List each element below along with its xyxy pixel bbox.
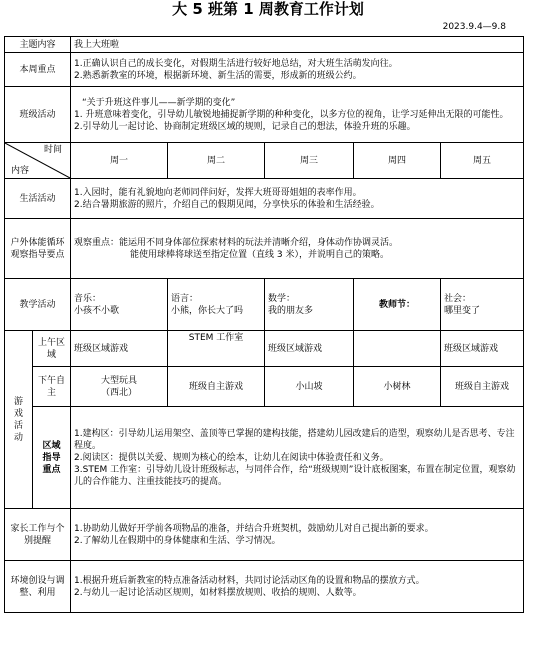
- weekday-header-row: [5, 143, 524, 179]
- morning-label: 上午区域: [33, 331, 71, 367]
- day-wednesday: 周三: [265, 143, 354, 179]
- teaching-row: [5, 279, 524, 331]
- day-thursday: 周四: [354, 143, 441, 179]
- class-activity-line: “关于升班这件事儿——新学期的变化”: [82, 97, 236, 108]
- document-title: 大 5 班第 1 周教育工作计划: [172, 0, 364, 18]
- morning-mon: 班级区域游戏: [71, 331, 168, 367]
- afternoon-wed: 小山坡: [265, 367, 354, 407]
- outdoor-line: 观察重点：能运用不同身体部位探索材料的玩法并清晰介绍，身体动作协调灵活。: [74, 237, 399, 248]
- env-content: [71, 561, 524, 613]
- guide-label: 区域指导重点: [33, 407, 71, 509]
- life-content: [71, 179, 524, 219]
- class-activity-content: [71, 87, 524, 143]
- teaching-mon: 音乐： 小孩不小歌: [71, 279, 168, 331]
- afternoon-fri: 班级自主游戏: [441, 367, 524, 407]
- teaching-wed: 数学： 我的朋友多: [265, 279, 354, 331]
- focus-content: [71, 53, 524, 87]
- guide-content: [71, 407, 524, 509]
- outdoor-row: [5, 219, 524, 279]
- theme-value: 我上大班啦: [71, 37, 524, 53]
- guide-line: 1.建构区：引导幼儿运用架空、盖顶等已掌握的建构技能，搭建幼儿园改建后的造型，观察幼儿是否思考、专注程度。: [74, 428, 515, 451]
- parents-content: [71, 509, 524, 561]
- parents-label: 家长工作与个别提醒: [5, 509, 71, 561]
- focus-line: 1.正确认识自己的成长变化，对假期生活进行较好地总结，对大班生活萌发向往。: [74, 58, 398, 69]
- parents-line: 2.了解幼儿在假期中的身体健康和生活、学习情况。: [74, 535, 281, 546]
- class-activity-line: 1. 升班意味着变化，引导幼儿敏锐地捕捉新学期的种种变化，以多方位的视角，让学习延伸出无限的可能性。: [74, 109, 509, 120]
- weekly-plan-table: [4, 36, 524, 613]
- class-activity-line: 2.引导幼儿一起讨论、协商制定班级区域的规则，记录自己的想法，体验升班的乐趣。: [74, 121, 416, 132]
- life-label: 生活活动: [5, 179, 71, 219]
- game-label: 游戏活动: [5, 331, 33, 509]
- guide-line: 2.阅读区：提供以关爱、规则为核心的绘本，让幼儿在阅读中体验责任和义务。: [74, 452, 389, 463]
- outdoor-label: 户外体能循环观察指导要点: [5, 219, 71, 279]
- header-content-label: 内容: [11, 166, 30, 176]
- life-line: 1.入园时，能有礼貌地向老师同伴问好，发挥大班哥哥姐姐的表率作用。: [74, 187, 362, 198]
- afternoon-thu: 小树林: [354, 367, 441, 407]
- day-monday: 周一: [71, 143, 168, 179]
- parents-line: 1.协助幼儿做好开学前各项物品的准备，并结合升班契机，鼓励幼儿对自己提出新的要求。: [74, 523, 434, 534]
- morning-thu: [354, 331, 441, 367]
- theme-row: [5, 37, 524, 53]
- morning-tue: STEM 工作室: [168, 331, 265, 367]
- life-line: 2.结合暑期旅游的照片，介绍自己的假期见闻，分享快乐的体验和生活经验。: [74, 199, 380, 210]
- focus-line: 2.熟悉新教室的环境，根据新环境、新生活的需要，形成新的班级公约。: [74, 70, 362, 81]
- class-activity-row: [5, 87, 524, 143]
- parents-row: [5, 509, 524, 561]
- env-line: 1.根据升班后新教室的特点准备活动材料，共同讨论活动区角的设置和物品的摆放方式。: [74, 575, 425, 586]
- date-range: 2023.9.4—9.8: [442, 22, 506, 32]
- outdoor-line: 能使用球棒将球送至指定位置（直线 3 米），并说明自己的策略。: [130, 249, 389, 260]
- morning-fri: 班级区域游戏: [441, 331, 524, 367]
- teaching-thu: 教师节：: [354, 279, 441, 331]
- diagonal-header-cell: [5, 143, 71, 179]
- teaching-label: 教学活动: [5, 279, 71, 331]
- afternoon-mon: 大型玩具 （西北）: [71, 367, 168, 407]
- focus-label: 本周重点: [5, 53, 71, 87]
- day-friday: 周五: [441, 143, 524, 179]
- theme-label: 主题内容: [5, 37, 71, 53]
- env-line: 2.与幼儿一起讨论活动区规则，如材料摆放规则、收拾的规则、人数等。: [74, 587, 362, 598]
- game-morning-row: [5, 331, 524, 367]
- morning-wed: 班级区域游戏: [265, 331, 354, 367]
- afternoon-tue: 班级自主游戏: [168, 367, 265, 407]
- env-row: [5, 561, 524, 613]
- game-afternoon-row: [5, 367, 524, 407]
- env-label: 环境创设与调整、利用: [5, 561, 71, 613]
- teaching-tue: 语言： 小熊，你长大了吗: [168, 279, 265, 331]
- teaching-fri: 社会： 哪里变了: [441, 279, 524, 331]
- afternoon-label: 下午自主: [33, 367, 71, 407]
- focus-row: [5, 53, 524, 87]
- life-row: [5, 179, 524, 219]
- class-activity-label: 班级活动: [5, 87, 71, 143]
- game-guide-row: [5, 407, 524, 509]
- outdoor-content: [71, 219, 524, 279]
- header-time-label: 时间: [44, 145, 63, 155]
- day-tuesday: 周二: [168, 143, 265, 179]
- guide-line: 3.STEM 工作室：引导幼儿设计班级标志，与同伴合作，给“班级规则”设计底板图案，布置在制定位置，观察幼儿的合作能力、注重技能技巧的提高。: [74, 464, 516, 487]
